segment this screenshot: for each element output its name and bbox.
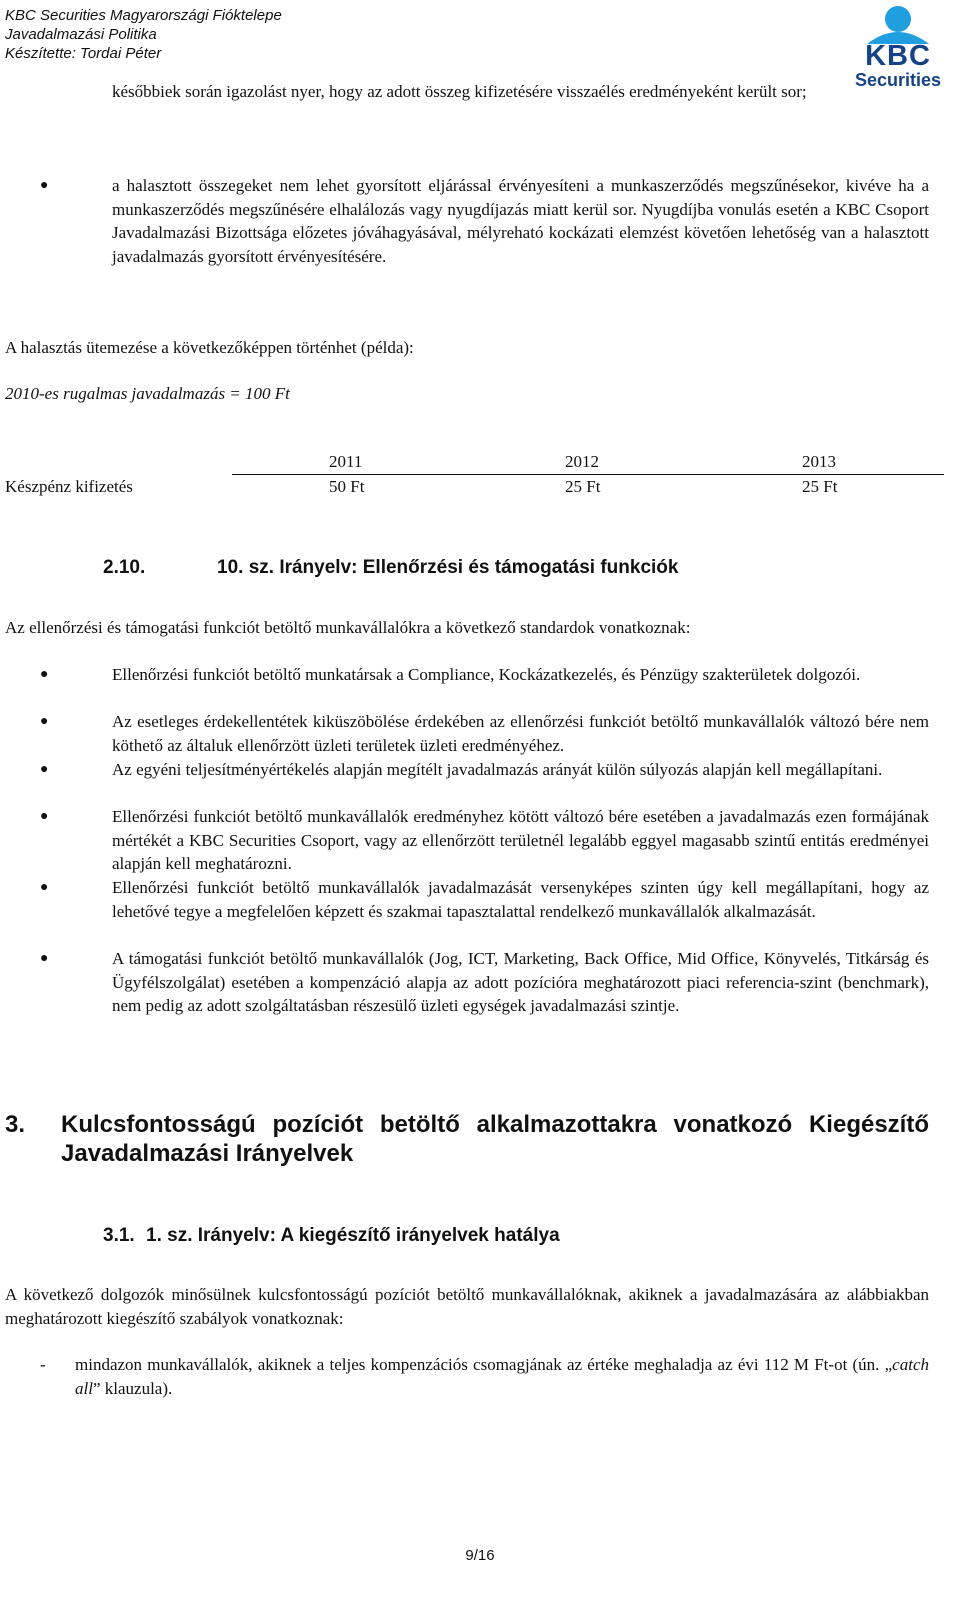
table-amount-2: 25 Ft [565,477,601,496]
logo-figure-icon [853,4,943,44]
list-item: A támogatási funkciót betöltő munkavállalók (Jog, ICT, Marketing, Back Office, Mid Office, Könyvelés, Titkárság és Ügyfélszolgálat) esetében a kompenzáció alapja az adott pozícióra meghatározott piaci referencia-szint (benchmark), nem pedig az adott szolgáltatásban részesülő üzleti egységek javadalmazási szintje. [112,949,929,1015]
bullet-icon: ● [40,951,49,966]
bullet-icon: ● [40,714,49,729]
logo-brand: KBC [865,40,931,72]
list-item: Ellenőrzési funkciót betöltő munkatársak a Compliance, Kockázatkezelés, és Pénzügy szakterületek dolgozói. [112,665,861,684]
schedule-intro: A halasztás ütemezése a következőképpen történhet (példa): [5,338,414,357]
dash-item-tail: ” klauzula). [92,1378,173,1398]
list-item: Az egyéni teljesítményértékelés alapján megítélt javadalmazás arányát külön súlyozás alapján kell megállapítani. [112,760,883,779]
bullet-icon: ● [40,809,49,824]
section-2-10-number: 2.10. [103,557,146,578]
bullet-icon: ● [40,667,49,682]
bullet-icon: ● [40,178,49,193]
example-line: 2010-es rugalmas javadalmazás = 100 Ft [5,384,290,403]
document-header [5,6,282,63]
list-item: Ellenőrzési funkciót betöltő munkavállalók eredményhez kötött változó bére esetében a javadalmazás ezen formájának mértékét a KBC Securities Csoport, vagy az ellenőrzött területnél legalább eggyel magasabb szintű entitás eredményei alapján kell meghatározni. [112,807,929,873]
dash-item-text: mindazon munkavállalók, akiknek a teljes kompenzációs csomagjának az értéke meghaladja az évi 112 M Ft-ot (ún. „ [75,1355,893,1374]
bullet-text-deferral: a halasztott összegeket nem lehet gyorsított eljárással érvényesíteni a munkaszerződés megszűnésekor, kivéve ha a munkaszerződés megszűnésére elhalálozás vagy nyugdíjazás miatt kerül sor. Nyugdíjba vonulás esetén a KBC Csoport Javadalmazási Bizottsága előzetes jóváhagyásával, mélyreható kockázati elemzést követően lehetőség van a halasztott javadalmazás gyorsított érvényesítésére. [112,176,929,266]
page-number: 9/16 [465,1547,495,1564]
header-company: KBC Securities Magyarországi Fióktelepe [5,7,282,24]
table-year-2: 2012 [565,452,599,471]
section-3-1-number: 3.1. [103,1225,135,1246]
section-3-1-title: 1. sz. Irányelv: A kiegészítő irányelvek hatálya [146,1225,560,1246]
section-3-number: 3. [5,1111,26,1138]
dash-marker: - [40,1355,46,1374]
section-3-1-intro: A következő dolgozók minősülnek kulcsfontosságú pozíciót betöltő munkavállalóknak, akiknek a javadalmazására az alábbiakban meghatározott kiegészítő szabályok vonatkoznak: [5,1285,929,1328]
bullet-icon: ● [40,880,49,895]
dash-item-italic: catch all [75,1355,929,1398]
section-3-title: Kulcsfontosságú pozíciót betöltő alkalmazottakra vonatkozó Kiegészítő Javadalmazási Irányelvek [61,1111,929,1167]
table-year-3: 2013 [802,452,836,471]
table-year-1: 2011 [329,452,363,471]
list-item: Ellenőrzési funkciót betöltő munkavállalók javadalmazását versenyképes szinten úgy kell megállapítani, hogy az lehetővé tegye a megfelelően képzett és szakmai tapasztalattal rendelkező munkavállalók alkalmazását. [112,878,929,921]
header-author: Készítette: Tordai Péter [5,45,162,62]
section-2-10-title: 10. sz. Irányelv: Ellenőrzési és támogatási funkciók [217,557,679,578]
list-item: Az esetleges érdekellentétek kiküszöbölése érdekében az ellenőrzési funkciót betöltő munkavállalók változó bére nem köthető az általuk ellenőrzött üzleti területek üzleti eredményéhez. [112,712,929,755]
bullet-icon: ● [40,762,49,777]
table-header-rule [232,474,944,475]
section-2-10-intro: Az ellenőrzési és támogatási funkciót betöltő munkavállalókra a következő standardok vonatkoznak: [5,618,691,637]
table-amount-3: 25 Ft [802,477,838,496]
table-row-label: Készpénz kifizetés [5,477,133,496]
list-item [75,1353,929,1400]
table-amount-1: 50 Ft [329,477,365,496]
kbc-securities-logo [853,4,943,90]
intro-text: későbbiek során igazolást nyer, hogy az adott összeg kifizetésére visszaélés eredményeként került sor; [112,82,807,101]
header-document-title: Javadalmazási Politika [5,26,157,43]
logo-subbrand: Securities [854,70,942,90]
